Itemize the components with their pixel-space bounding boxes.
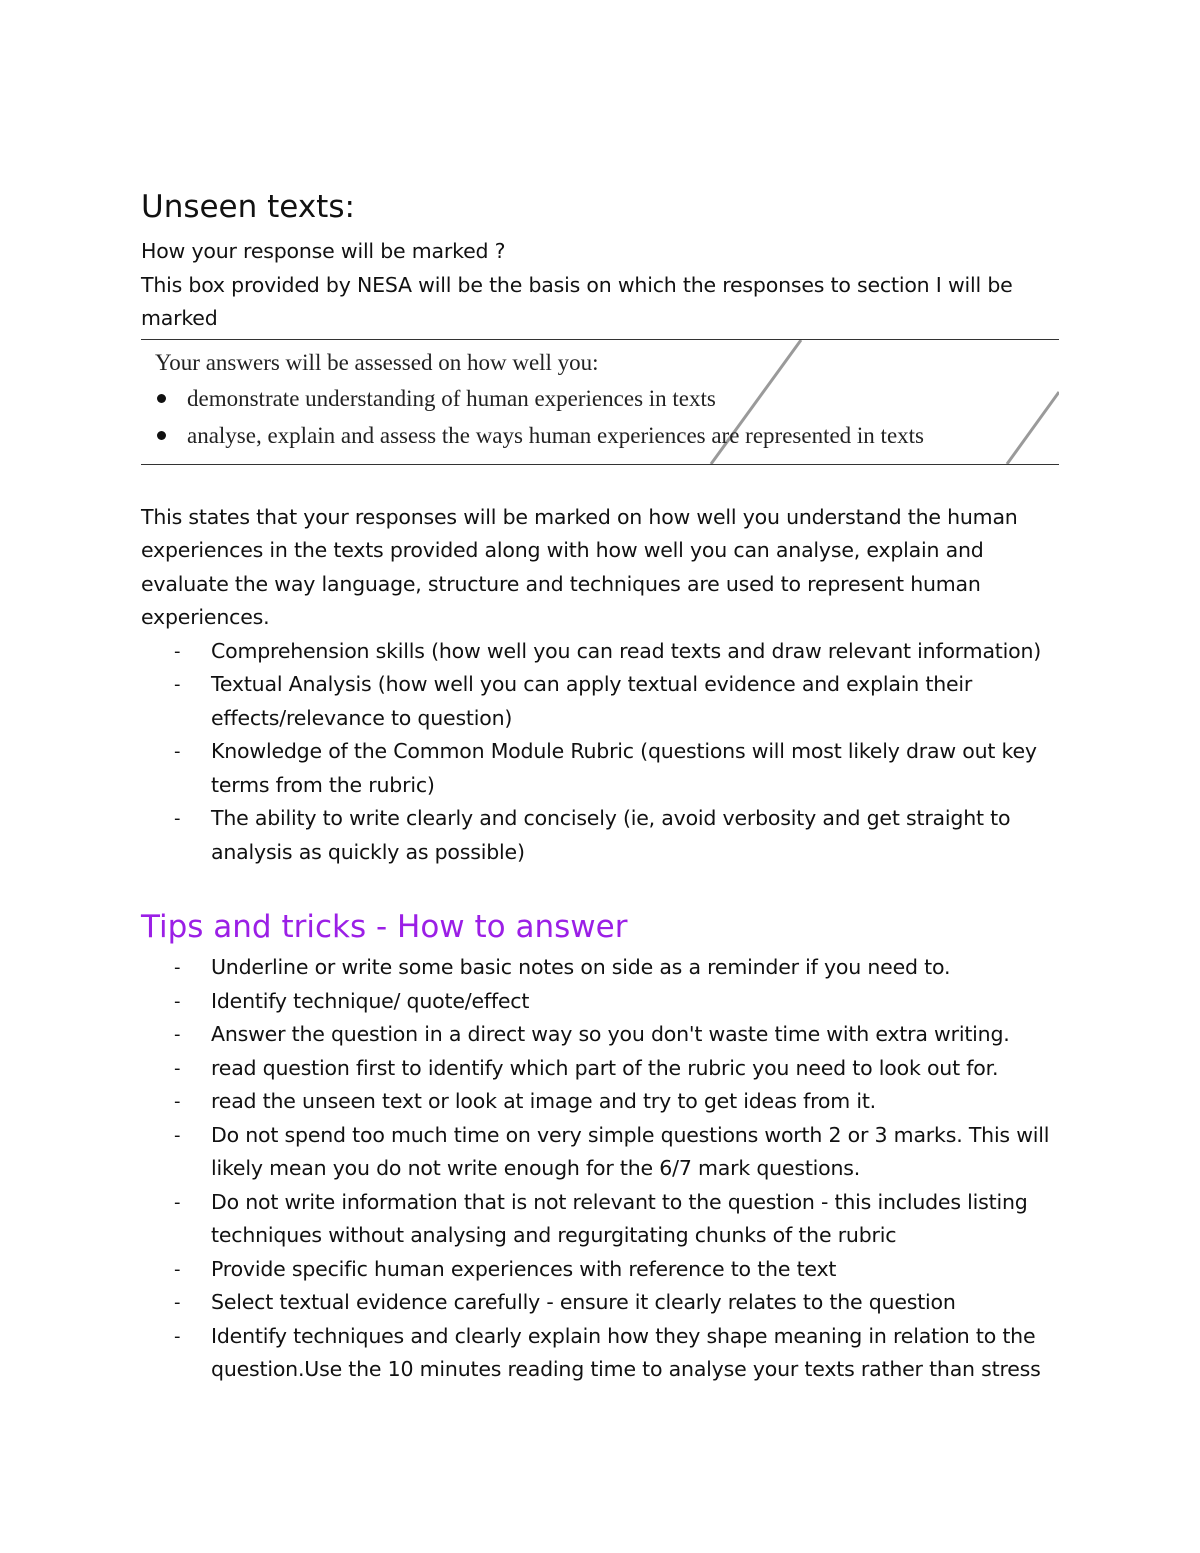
nesa-marking-box [141, 339, 1059, 465]
dash-icon: - [174, 990, 181, 1012]
list-item [174, 951, 1061, 985]
list-item [174, 802, 1061, 869]
list-item-text: Provide specific human experiences with reference to the text [211, 1256, 837, 1281]
intro-description: This box provided by NESA will be the basis on which the responses to section I will be marked [141, 272, 1013, 330]
dash-icon: - [174, 640, 181, 662]
skills-list [141, 635, 1061, 870]
list-item [174, 1119, 1061, 1186]
bullet-icon [157, 394, 166, 403]
tips-heading: Tips and tricks - How to answer [141, 909, 628, 945]
list-item [174, 1320, 1061, 1387]
box-item-text: analyse, explain and assess the ways human experiences are represented in texts [187, 422, 924, 448]
list-item [174, 1018, 1061, 1052]
list-item [174, 668, 1061, 735]
dash-icon: - [174, 1057, 181, 1079]
dash-icon: - [174, 808, 181, 829]
list-item-text: Answer the question in a direct way so you don't waste time with extra writing. [211, 1022, 1010, 1046]
list-item-text: read the unseen text or look at image and try to get ideas from it. [211, 1089, 876, 1113]
list-item-text: Comprehension skills (how well you can read texts and draw relevant information) [211, 638, 1042, 663]
box-item-text: demonstrate understanding of human experiences in texts [187, 385, 716, 411]
list-item [174, 1085, 1061, 1119]
box-bullet-item [155, 384, 716, 414]
list-item [174, 1253, 1061, 1287]
dash-icon: - [174, 1024, 181, 1045]
list-item-text: read question first to identify which part of the rubric you need to look out for. [211, 1055, 999, 1080]
list-item-text: Do not spend too much time on very simple questions worth 2 or 3 marks. This will likely mean you do not write enough for the 6/7 mark questions. [211, 1122, 1050, 1180]
dash-icon: - [174, 957, 181, 978]
list-item-text: Underline or write some basic notes on side as a reminder if you need to. [211, 955, 951, 979]
dash-icon: - [174, 1124, 181, 1146]
explanation-paragraph: This states that your responses will be marked on how well you understand the human experiences in the texts provided along with how well you can analyse, explain and evaluate the way language, structure and techniques are used to represent human experiences. [141, 504, 1018, 629]
list-item-text: The ability to write clearly and concisely (ie, avoid verbosity and get straight to analysis as quickly as possible) [211, 806, 1011, 864]
page-title: Unseen texts: [141, 189, 355, 225]
list-item [174, 1052, 1061, 1086]
list-item-text: Knowledge of the Common Module Rubric (questions will most likely draw out key terms from the rubric) [211, 739, 1037, 797]
box-title: Your answers will be assessed on how well you: [155, 349, 599, 375]
document-page [141, 185, 1061, 1387]
dash-icon: - [174, 741, 181, 762]
box-bullet-item [155, 421, 924, 451]
list-item-text: Textual Analysis (how well you can apply textual evidence and explain their effects/relevance to question) [211, 672, 973, 730]
dash-icon: - [174, 1191, 181, 1213]
list-item [174, 985, 1061, 1019]
dash-icon: - [174, 1292, 181, 1313]
dash-icon: - [174, 674, 181, 695]
dash-icon: - [174, 1091, 181, 1112]
bullet-icon [157, 431, 166, 440]
list-item-text: Select textual evidence carefully - ensure it clearly relates to the question [211, 1290, 956, 1314]
tips-list [141, 951, 1061, 1387]
explanation-section [141, 501, 1061, 870]
list-item-text: Identify technique/ quote/effect [211, 988, 530, 1013]
dash-icon: - [174, 1325, 181, 1347]
list-item [174, 735, 1061, 802]
list-item-text: Do not write information that is not relevant to the question - this includes listing techniques without analysing and regurgitating chunks of the rubric [211, 1189, 1028, 1247]
list-item [174, 1286, 1061, 1320]
intro-question: How your response will be marked ? [141, 239, 506, 263]
list-item-text: Identify techniques and clearly explain how they shape meaning in relation to the question.Use the 10 minutes reading time to analyse your texts rather than stress [211, 1323, 1041, 1381]
list-item [174, 1186, 1061, 1253]
list-item [174, 635, 1061, 669]
dash-icon: - [174, 1258, 181, 1280]
